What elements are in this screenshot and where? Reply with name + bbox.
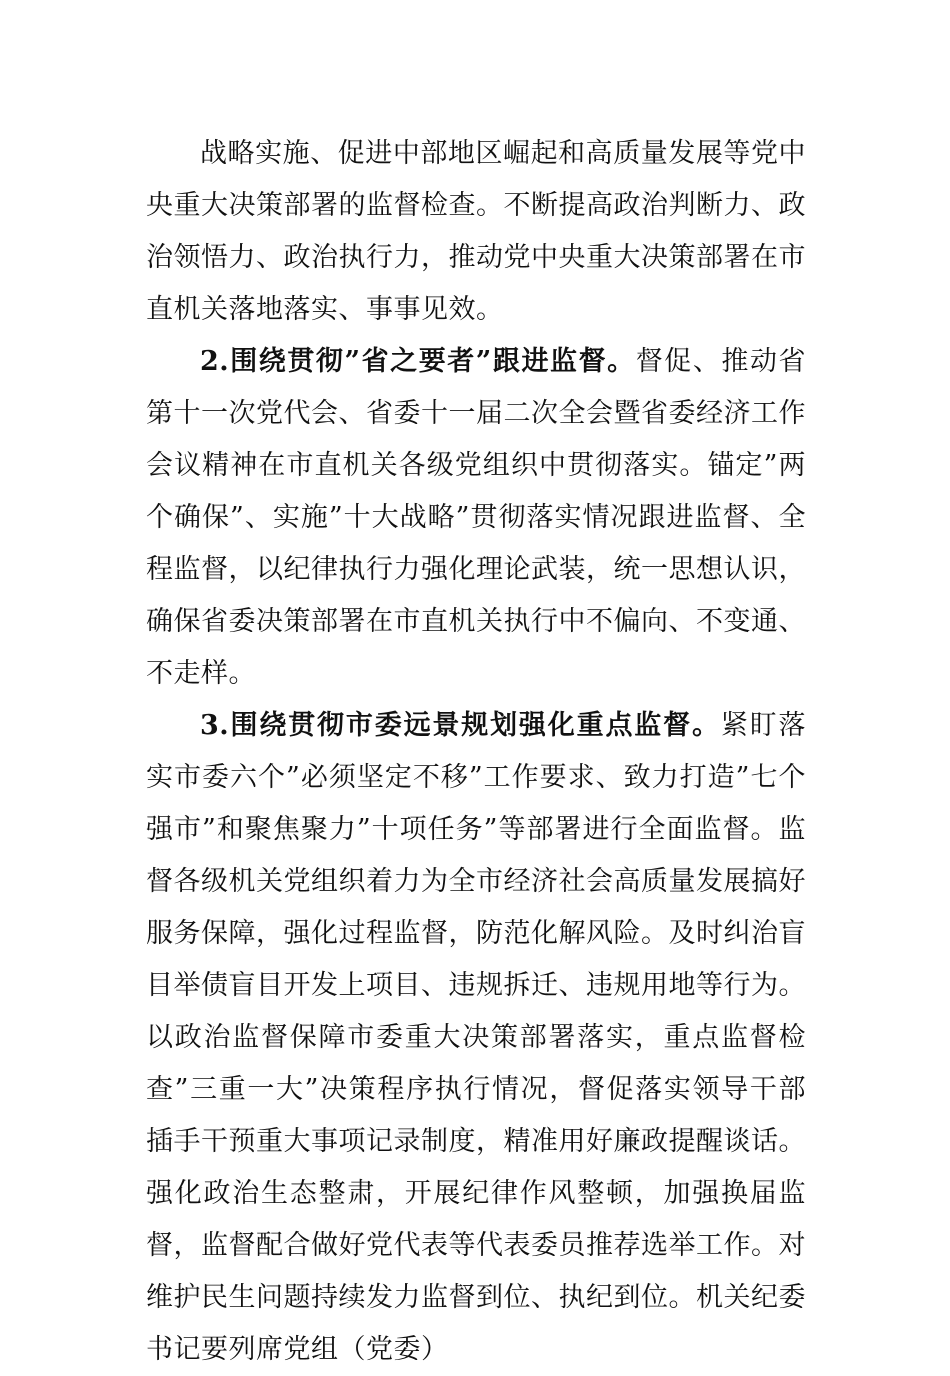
paragraph-2-text: 督促、推动省第十一次党代会、省委十一届二次全会暨省委经济工作会议精神在市直机关各级党组织中贯彻落实。锚定”两个确保”、实施”十大战略”贯彻落实情况跟进监督、全程监督，以纪律执行力强化理论武装，统一思想认识，确保省委决策部署在市直机关执行中不偏向、不变通、不走样。: [146, 346, 807, 689]
paragraph-2-heading: 2.围绕贯彻”省之要者”跟进监督。: [200, 346, 636, 377]
paragraph-3-text: 紧盯落实市委六个”必须坚定不移”工作要求、致力打造”七个强市”和聚焦聚力”十项任务”等部署进行全面监督。监督各级机关党组织着力为全市经济社会高质量发展搞好服务保障，强化过程监督，防范化解风险。及时纠治盲目举债盲目开发上项目、违规拆迁、违规用地等行为。以政治监督保障市委重大决策部署落实，重点监督检查”三重一大”决策程序执行情况，督促落实领导干部插手干预重大事项记录制度，精准用好廉政提醒谈话。强化政治生态整肃，开展纪律作风整顿，加强换届监督，监督配合做好党代表等代表委员推荐选举工作。对维护民生问题持续发力监督到位、执纪到位。机关纪委书记要列席党组（党委）: [146, 710, 807, 1365]
document-body: [146, 128, 806, 1376]
paragraph-1: [146, 128, 806, 336]
paragraph-1-text: 战略实施、促进中部地区崛起和高质量发展等党中央重大决策部署的监督检查。不断提高政治判断力、政治领悟力、政治执行力，推动党中央重大决策部署在市直机关落地落实、事事见效。: [146, 138, 806, 325]
paragraph-3: [146, 700, 806, 1376]
paragraph-2: [146, 336, 806, 700]
paragraph-3-heading: 3.围绕贯彻市委远景规划强化重点监督。: [200, 710, 721, 741]
